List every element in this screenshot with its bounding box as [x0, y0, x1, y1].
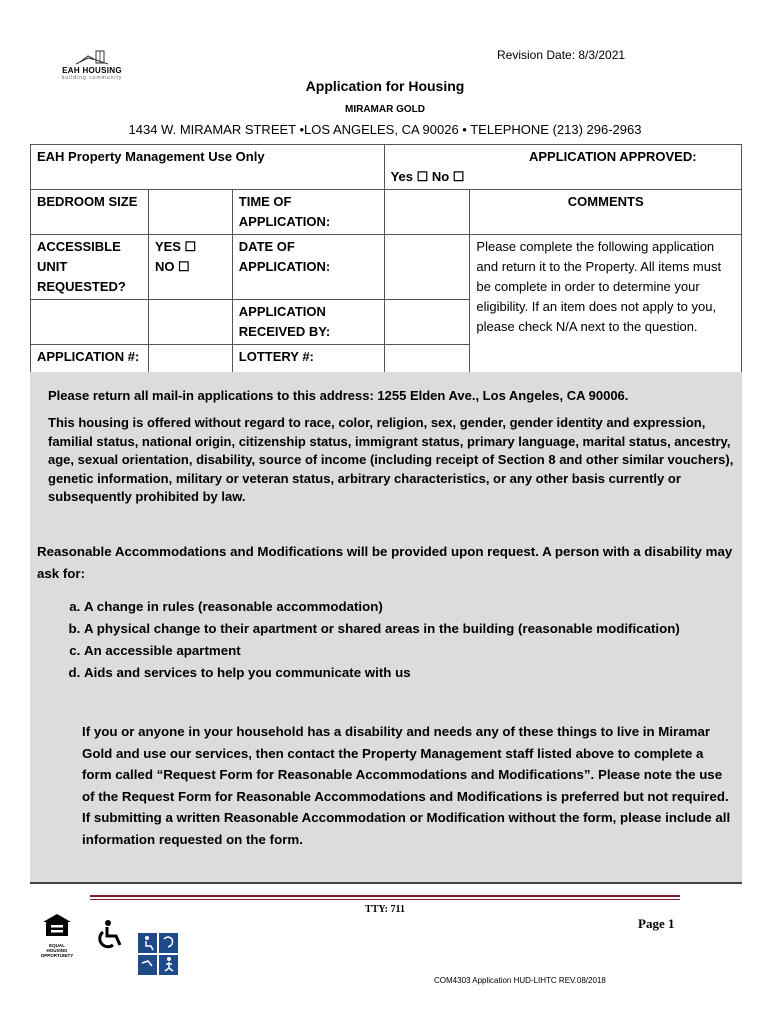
- office-use-table: [30, 144, 742, 385]
- nondiscrimination-statement: This housing is offered without regard to race, color, religion, sex, gender, gender identity and expression, familial status, national origin, citizenship status, immigrant status, primary language, marital status, ancestry, age, sexual orientation, disability, source of income (including receipt of Section 8 and other similar vouchers), genetic information, military or veteran status, arbitrary characteristics, or any other basis currently or subsequently prohibited by law.: [48, 415, 734, 505]
- date-of-application-label: DATE OF APPLICATION:: [232, 235, 384, 300]
- list-item: b. A physical change to their apartment or shared areas in the building (reasonable modification): [84, 618, 724, 640]
- equal-housing-icon: [40, 912, 74, 958]
- house-icon: [40, 912, 74, 938]
- office-use-header: EAH Property Management Use Only: [31, 145, 385, 190]
- blank-cell: [31, 300, 149, 345]
- logo-tagline: building community: [61, 75, 123, 81]
- mail-notice: Please return all mail-in applications to this address: 1255 Elden Ave., Los Angeles, CA 90006.: [48, 388, 629, 403]
- accessible-no[interactable]: NO ☐: [154, 259, 190, 274]
- revision-date: Revision Date: 8/3/2021: [497, 48, 626, 62]
- wheelchair-icon: [93, 918, 127, 955]
- time-of-application-label: TIME OF APPLICATION:: [232, 190, 384, 235]
- lottery-number-label: LOTTERY #:: [232, 345, 384, 385]
- property-name: MIRAMAR GOLD: [345, 104, 425, 115]
- page-title: Application for Housing: [305, 78, 465, 94]
- page-number: Page 1: [638, 916, 675, 931]
- footer-rule: [90, 899, 680, 900]
- bedroom-size-value[interactable]: [148, 190, 232, 235]
- contact-paragraph: If you or anyone in your household has a disability and needs any of these things to live in Miramar Gold and use our services, then contact the Property Management staff listed above to complete a form called “Request Form for Reasonable Accommodations and Modifications”. Please note the use of the Request Form for Reasonable Accommodations and Modifications is preferred but not required. If submitting a written Reasonable Accommodation or Modification without the form, please include all information requested on the form.: [82, 724, 731, 847]
- approval-cell: [384, 145, 741, 190]
- tty-number: TTY: 711: [365, 904, 405, 915]
- equal-housing-label: EQUAL HOUSING OPPORTUNITY: [40, 943, 74, 958]
- time-of-application-value[interactable]: [384, 190, 470, 235]
- approval-label: APPLICATION APPROVED:: [529, 149, 697, 164]
- received-by-label: APPLICATION RECEIVED BY:: [232, 300, 384, 345]
- property-address: 1434 W. MIRAMAR STREET •LOS ANGELES, CA 90026 • TELEPHONE (213) 296-2963: [128, 122, 642, 137]
- bedroom-size-label: BEDROOM SIZE: [31, 190, 149, 235]
- accessible-yes[interactable]: YES ☐: [154, 239, 197, 254]
- comments-header: COMMENTS: [470, 190, 742, 235]
- eah-logo: [52, 48, 132, 81]
- application-number-label: APPLICATION #:: [31, 345, 149, 385]
- house-icon: [74, 48, 110, 66]
- accommodation-options: [64, 596, 724, 684]
- approval-yes-no[interactable]: Yes ☐ No ☐: [390, 169, 465, 184]
- received-by-value[interactable]: [384, 300, 470, 345]
- list-item: a. A change in rules (reasonable accommodation): [84, 596, 724, 618]
- instructions-text: Please complete the following application and return it to the Property. All items must be complete in order to determine your eligibility. If an item does not apply to you, please check N/A next to the question.: [470, 235, 742, 385]
- divider: [30, 882, 742, 884]
- accessibility-icons: [138, 933, 178, 980]
- accessible-unit-label: ACCESSIBLE UNIT REQUESTED?: [31, 235, 149, 300]
- footer-code: COM4303 Application HUD-LIHTC REV.08/2018: [434, 976, 606, 985]
- accommodations-intro: Reasonable Accommodations and Modifications will be provided upon request. A person with a disability may ask for:: [37, 544, 733, 581]
- date-of-application-value[interactable]: [384, 235, 470, 300]
- blank-cell: [148, 300, 232, 345]
- logo-brand: EAH HOUSING: [62, 66, 122, 75]
- list-item: d. Aids and services to help you communicate with us: [84, 662, 724, 684]
- accessible-yes-no[interactable]: [148, 235, 232, 300]
- footer-rule: [90, 895, 680, 897]
- list-item: c. An accessible apartment: [84, 640, 724, 662]
